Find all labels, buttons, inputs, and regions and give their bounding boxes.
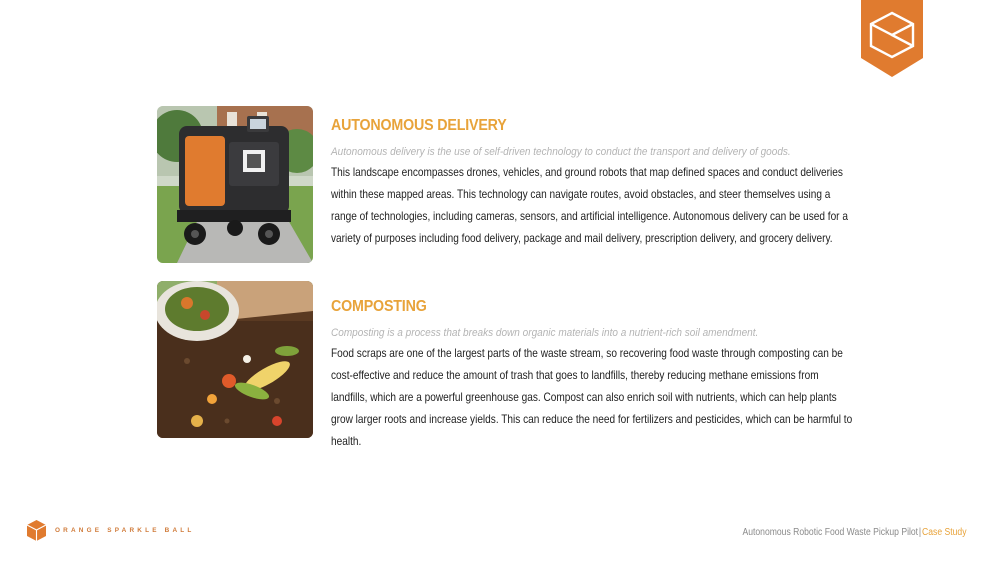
section-lede: Autonomous delivery is the use of self-driven technology to conduct the transport and delivery of goods.	[331, 146, 791, 158]
section-heading: COMPOSTING	[331, 298, 427, 315]
section-lede: Composting is a process that breaks down organic materials into a nutrient-rich soil amendment.	[331, 327, 759, 339]
footer-title: Autonomous Robotic Food Waste Pickup Pilot	[741, 527, 918, 538]
section-heading: AUTONOMOUS DELIVERY	[331, 117, 507, 134]
composting-text	[331, 281, 871, 453]
footer-tag: Case Study	[921, 527, 966, 538]
section-body: This landscape encompasses drones, vehicles, and ground robots that map defined spaces and conduct deliveries within these mapped areas. This technology can navigate routes, avoid obstacles, and steer themselves using a range of technologies, including cameras, sensors, and artificial intelligence. Autonomous delivery can be used for a variety of purposes including food delivery, package and mail delivery, prescription delivery, and grocery delivery.	[331, 166, 848, 245]
footer	[742, 527, 966, 538]
cube-badge-icon	[861, 0, 923, 77]
delivery-robot-photo	[157, 106, 313, 263]
brand-name: ORANGE SPARKLE BALL	[55, 527, 195, 534]
footer-separator: |	[918, 527, 921, 538]
section-body: Food scraps are one of the largest parts of the waste stream, so recovering food waste through composting can be cost-effective and reduce the amount of trash that goes to landfills, thereby reducing methane emissions from landfills, which are a powerful greenhouse gas. Compost can also enrich soil with nutrients, which can help plants grow larger roots and increase yields. This can reduce the need for fertilizers and pesticides, which can be harmful to health.	[331, 347, 853, 448]
brand-logo	[26, 519, 195, 542]
autonomous-delivery-section	[157, 106, 877, 263]
autonomous-delivery-text	[331, 106, 871, 250]
composting-section	[157, 281, 877, 448]
cube-logo-icon	[26, 519, 47, 542]
compost-photo	[157, 281, 313, 438]
